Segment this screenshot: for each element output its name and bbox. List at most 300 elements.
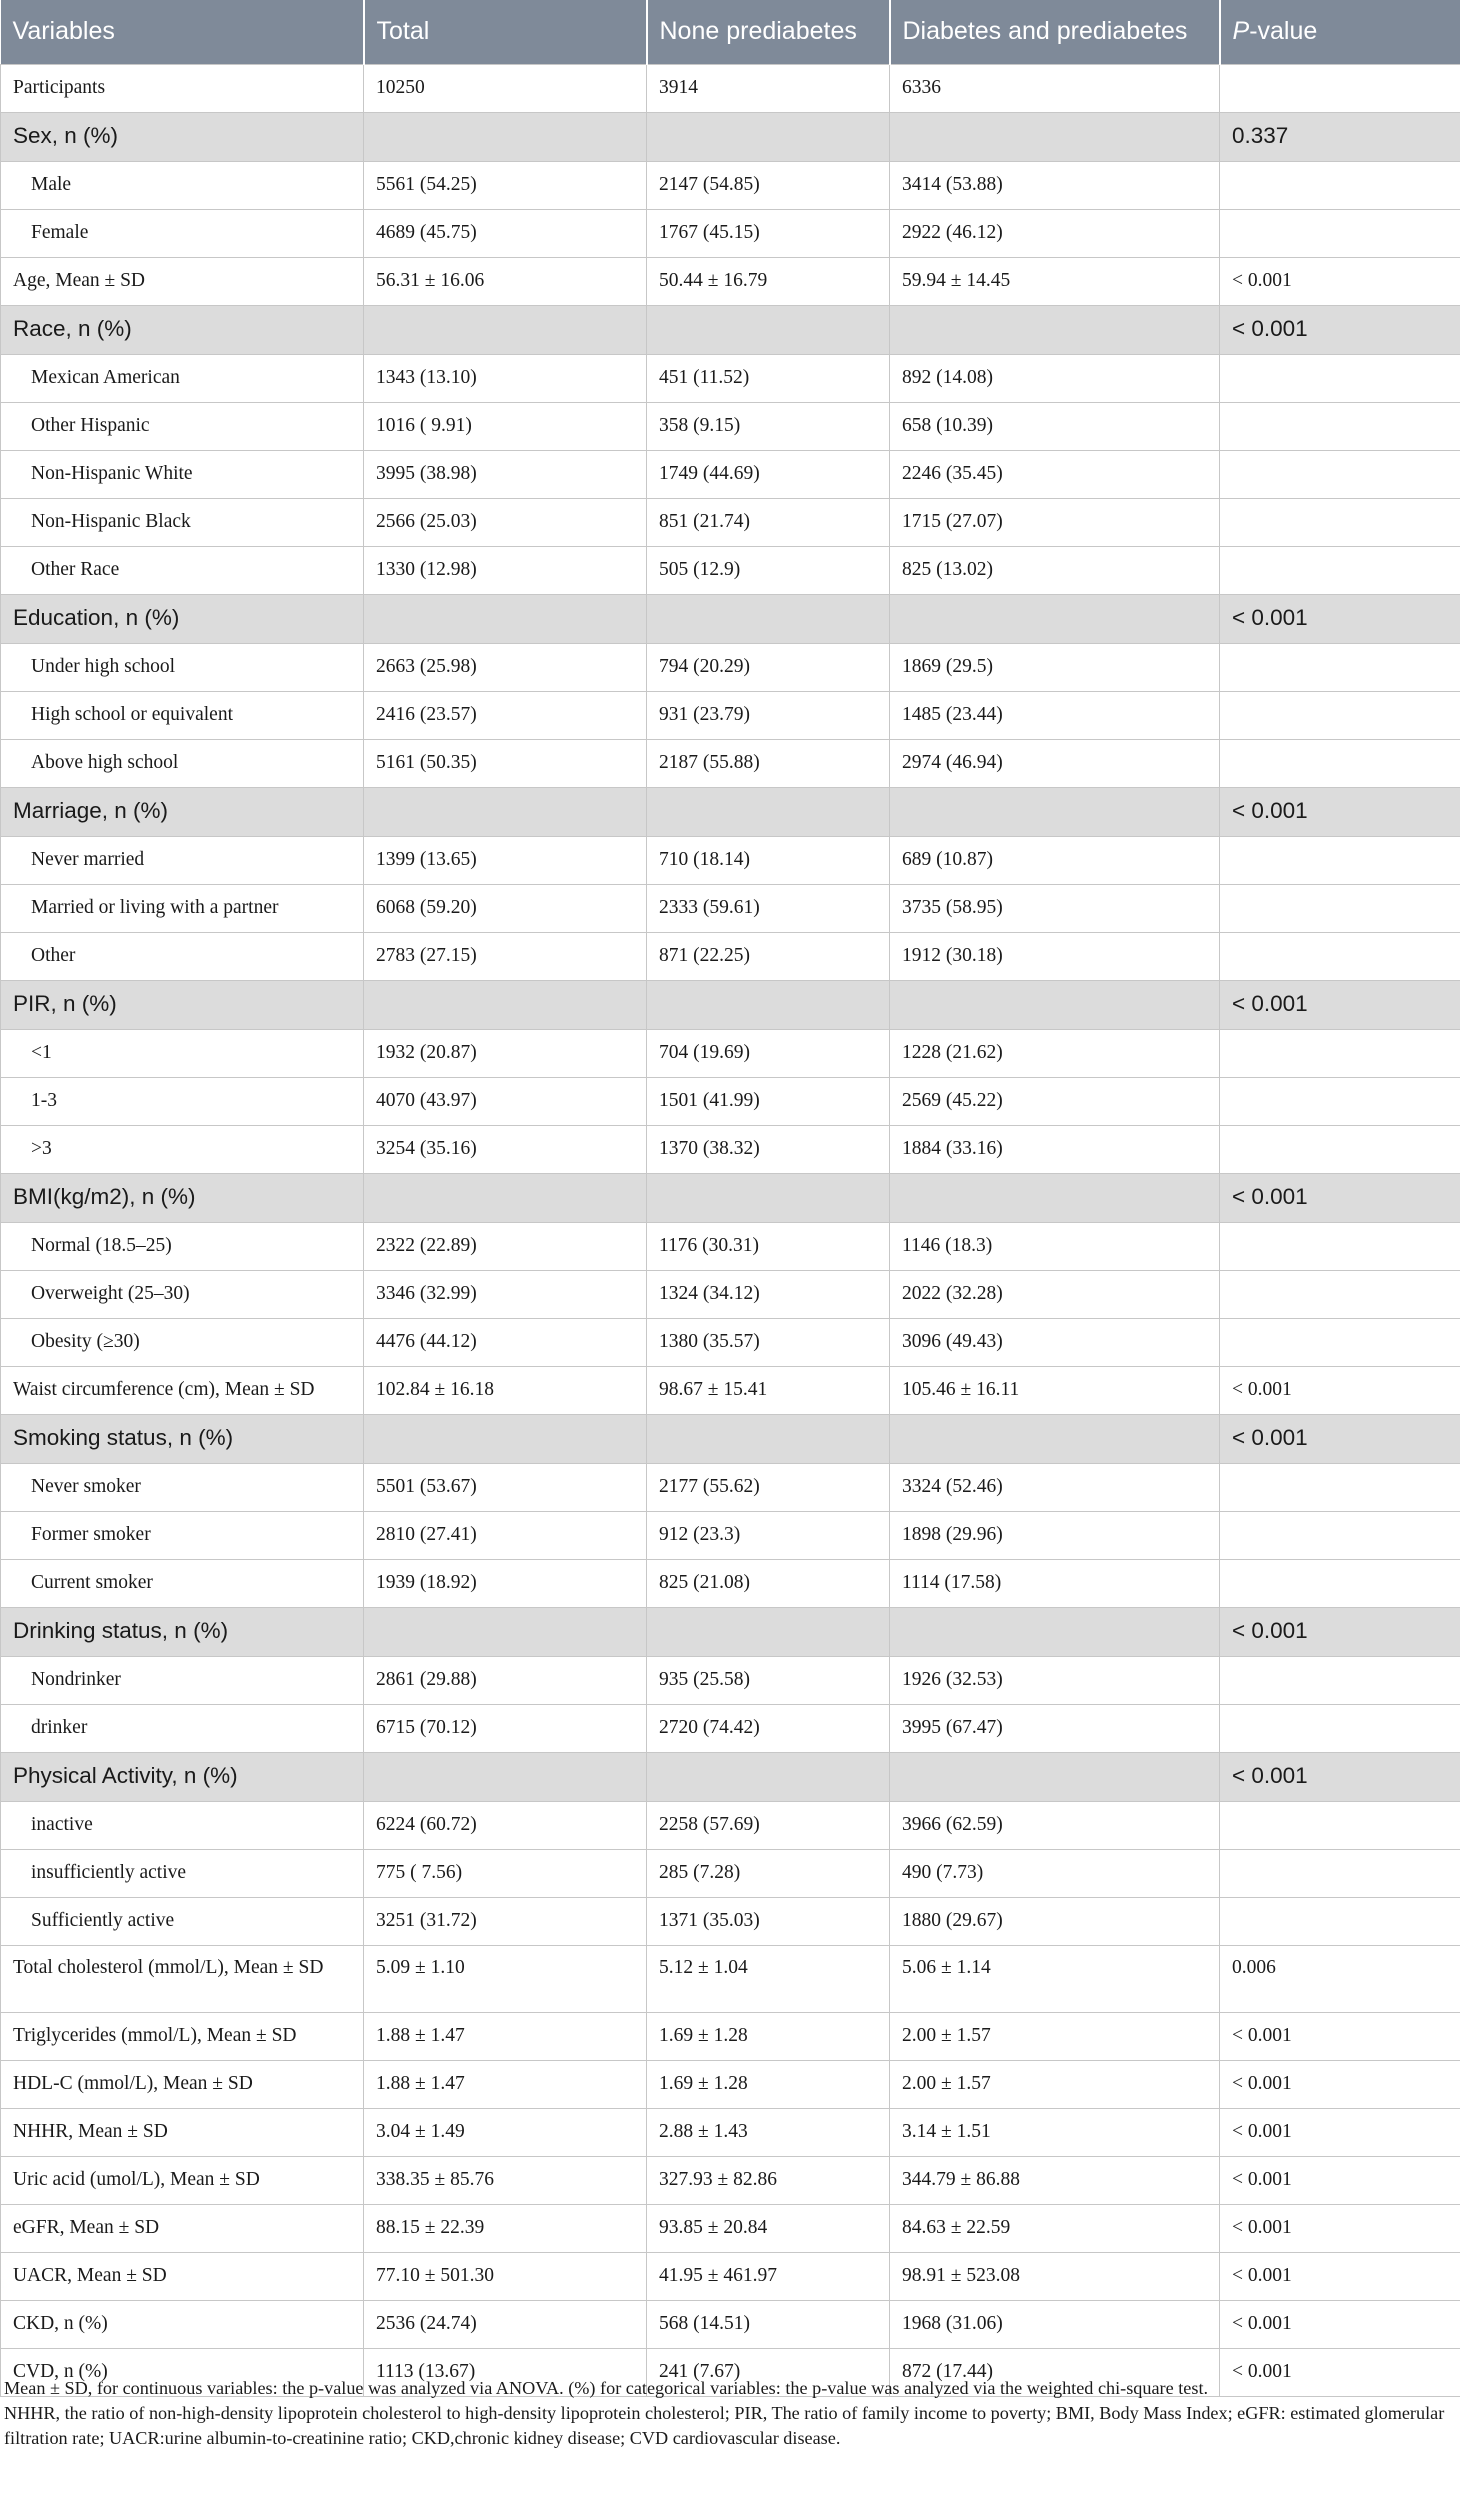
cell-variable: Under high school [1, 643, 364, 691]
cell-total: 3346 (32.99) [364, 1270, 647, 1318]
cell-p-value: < 0.001 [1220, 2348, 1460, 2396]
cell-variable: UACR, Mean ± SD [1, 2252, 364, 2300]
cell-p-value: < 0.001 [1220, 257, 1460, 305]
table-header [1, 0, 1460, 64]
cell-none-prediabetes [647, 980, 890, 1029]
cell-none-prediabetes: 2177 (55.62) [647, 1463, 890, 1511]
header-p-italic: P [1232, 17, 1250, 46]
cell-p-value [1220, 739, 1460, 787]
table-row [1, 1559, 1460, 1607]
cell-total [364, 112, 647, 161]
cell-none-prediabetes: 1370 (38.32) [647, 1125, 890, 1173]
cell-none-prediabetes: 3914 [647, 64, 890, 112]
cell-variable: CVD, n (%) [1, 2348, 364, 2396]
table-row [1, 1656, 1460, 1704]
cell-variable: Marriage, n (%) [1, 787, 364, 836]
cell-total: 5501 (53.67) [364, 1463, 647, 1511]
cell-p-value [1220, 1801, 1460, 1849]
cell-variable: Mexican American [1, 354, 364, 402]
cell-variable: Participants [1, 64, 364, 112]
cell-variable: Triglycerides (mmol/L), Mean ± SD [1, 2012, 364, 2060]
cell-total [364, 787, 647, 836]
cell-none-prediabetes: 1749 (44.69) [647, 450, 890, 498]
cell-variable: Non-Hispanic Black [1, 498, 364, 546]
cell-total: 2416 (23.57) [364, 691, 647, 739]
cell-variable: CKD, n (%) [1, 2300, 364, 2348]
cell-none-prediabetes: 1176 (30.31) [647, 1222, 890, 1270]
cell-total: 2536 (24.74) [364, 2300, 647, 2348]
cell-p-value: 0.006 [1220, 1945, 1460, 2012]
table-row [1, 2204, 1460, 2252]
cell-none-prediabetes: 704 (19.69) [647, 1029, 890, 1077]
cell-none-prediabetes: 2333 (59.61) [647, 884, 890, 932]
cell-none-prediabetes [647, 1173, 890, 1222]
cell-diabetes-prediabetes: 2569 (45.22) [890, 1077, 1220, 1125]
cell-p-value [1220, 836, 1460, 884]
cell-none-prediabetes: 2720 (74.42) [647, 1704, 890, 1752]
cell-total: 2810 (27.41) [364, 1511, 647, 1559]
cell-none-prediabetes [647, 1414, 890, 1463]
cell-none-prediabetes: 93.85 ± 20.84 [647, 2204, 890, 2252]
cell-total: 4070 (43.97) [364, 1077, 647, 1125]
cell-variable: Current smoker [1, 1559, 364, 1607]
cell-total: 1113 (13.67) [364, 2348, 647, 2396]
cell-none-prediabetes: 50.44 ± 16.79 [647, 257, 890, 305]
cell-variable: Non-Hispanic White [1, 450, 364, 498]
cell-none-prediabetes: 2258 (57.69) [647, 1801, 890, 1849]
cell-diabetes-prediabetes: 2022 (32.28) [890, 1270, 1220, 1318]
cell-p-value: < 0.001 [1220, 305, 1460, 354]
cell-total: 2566 (25.03) [364, 498, 647, 546]
cell-diabetes-prediabetes: 84.63 ± 22.59 [890, 2204, 1220, 2252]
cell-total: 3254 (35.16) [364, 1125, 647, 1173]
cell-diabetes-prediabetes: 2922 (46.12) [890, 209, 1220, 257]
cell-total: 2783 (27.15) [364, 932, 647, 980]
cell-none-prediabetes: 912 (23.3) [647, 1511, 890, 1559]
cell-variable: >3 [1, 1125, 364, 1173]
cell-diabetes-prediabetes: 1898 (29.96) [890, 1511, 1220, 1559]
cell-variable: Other Hispanic [1, 402, 364, 450]
cell-diabetes-prediabetes: 105.46 ± 16.11 [890, 1366, 1220, 1414]
cell-none-prediabetes [647, 1752, 890, 1801]
cell-diabetes-prediabetes: 98.91 ± 523.08 [890, 2252, 1220, 2300]
cell-total [364, 1607, 647, 1656]
cell-none-prediabetes: 1324 (34.12) [647, 1270, 890, 1318]
table-row [1, 64, 1460, 112]
cell-variable: Race, n (%) [1, 305, 364, 354]
cell-none-prediabetes: 1380 (35.57) [647, 1318, 890, 1366]
cell-p-value [1220, 1029, 1460, 1077]
cell-p-value [1220, 402, 1460, 450]
cell-total: 3251 (31.72) [364, 1897, 647, 1945]
cell-diabetes-prediabetes: 5.06 ± 1.14 [890, 1945, 1220, 2012]
cell-diabetes-prediabetes: 344.79 ± 86.88 [890, 2156, 1220, 2204]
table-row [1, 450, 1460, 498]
header-total: Total [364, 0, 647, 64]
cell-none-prediabetes: 1767 (45.15) [647, 209, 890, 257]
cell-p-value [1220, 1511, 1460, 1559]
cell-variable: Drinking status, n (%) [1, 1607, 364, 1656]
table-row [1, 2012, 1460, 2060]
cell-diabetes-prediabetes: 3995 (67.47) [890, 1704, 1220, 1752]
cell-total: 77.10 ± 501.30 [364, 2252, 647, 2300]
table-row [1, 836, 1460, 884]
cell-p-value [1220, 643, 1460, 691]
cell-diabetes-prediabetes [890, 112, 1220, 161]
cell-variable: Former smoker [1, 1511, 364, 1559]
cell-diabetes-prediabetes [890, 787, 1220, 836]
cell-none-prediabetes: 5.12 ± 1.04 [647, 1945, 890, 2012]
cell-total: 1016 ( 9.91) [364, 402, 647, 450]
table-row [1, 1270, 1460, 1318]
cell-none-prediabetes [647, 305, 890, 354]
table-row [1, 1897, 1460, 1945]
cell-variable: Married or living with a partner [1, 884, 364, 932]
cell-variable: Other Race [1, 546, 364, 594]
cell-diabetes-prediabetes: 689 (10.87) [890, 836, 1220, 884]
cell-diabetes-prediabetes: 490 (7.73) [890, 1849, 1220, 1897]
cell-variable: PIR, n (%) [1, 980, 364, 1029]
cell-total: 6068 (59.20) [364, 884, 647, 932]
cell-variable: Never smoker [1, 1463, 364, 1511]
cell-p-value [1220, 1849, 1460, 1897]
cell-diabetes-prediabetes: 1715 (27.07) [890, 498, 1220, 546]
table-row [1, 1945, 1460, 2012]
table-row [1, 2060, 1460, 2108]
cell-diabetes-prediabetes: 6336 [890, 64, 1220, 112]
cell-none-prediabetes: 241 (7.67) [647, 2348, 890, 2396]
cell-diabetes-prediabetes [890, 305, 1220, 354]
cell-p-value [1220, 354, 1460, 402]
header-none-prediabetes: None prediabetes [647, 0, 890, 64]
cell-p-value [1220, 1077, 1460, 1125]
cell-diabetes-prediabetes: 2974 (46.94) [890, 739, 1220, 787]
cell-diabetes-prediabetes [890, 594, 1220, 643]
cell-p-value [1220, 161, 1460, 209]
table-row [1, 1801, 1460, 1849]
cell-total: 5.09 ± 1.10 [364, 1945, 647, 2012]
cell-diabetes-prediabetes: 2.00 ± 1.57 [890, 2012, 1220, 2060]
table-row [1, 1077, 1460, 1125]
cell-total: 3.04 ± 1.49 [364, 2108, 647, 2156]
cell-p-value: < 0.001 [1220, 2060, 1460, 2108]
cell-diabetes-prediabetes [890, 1173, 1220, 1222]
cell-none-prediabetes: 1.69 ± 1.28 [647, 2012, 890, 2060]
table-row [1, 1463, 1460, 1511]
table-row [1, 2252, 1460, 2300]
cell-variable: Waist circumference (cm), Mean ± SD [1, 1366, 364, 1414]
cell-total: 6715 (70.12) [364, 1704, 647, 1752]
cell-variable: insufficiently active [1, 1849, 364, 1897]
cell-total [364, 1173, 647, 1222]
cell-variable: NHHR, Mean ± SD [1, 2108, 364, 2156]
cell-diabetes-prediabetes: 2.00 ± 1.57 [890, 2060, 1220, 2108]
cell-variable: HDL-C (mmol/L), Mean ± SD [1, 2060, 364, 2108]
cell-diabetes-prediabetes: 1968 (31.06) [890, 2300, 1220, 2348]
cell-none-prediabetes: 568 (14.51) [647, 2300, 890, 2348]
cell-none-prediabetes: 505 (12.9) [647, 546, 890, 594]
cell-total: 4476 (44.12) [364, 1318, 647, 1366]
cell-none-prediabetes: 1371 (35.03) [647, 1897, 890, 1945]
cell-p-value [1220, 450, 1460, 498]
cell-total: 102.84 ± 16.18 [364, 1366, 647, 1414]
cell-none-prediabetes: 2147 (54.85) [647, 161, 890, 209]
table-row [1, 739, 1460, 787]
cell-p-value: < 0.001 [1220, 1173, 1460, 1222]
cell-none-prediabetes: 285 (7.28) [647, 1849, 890, 1897]
section-row [1, 1414, 1460, 1463]
table-row [1, 884, 1460, 932]
cell-diabetes-prediabetes: 1869 (29.5) [890, 643, 1220, 691]
cell-none-prediabetes [647, 1607, 890, 1656]
cell-variable: Female [1, 209, 364, 257]
section-row [1, 1752, 1460, 1801]
cell-p-value: < 0.001 [1220, 2108, 1460, 2156]
cell-diabetes-prediabetes [890, 1752, 1220, 1801]
cell-variable: Uric acid (umol/L), Mean ± SD [1, 2156, 364, 2204]
section-row [1, 305, 1460, 354]
cell-p-value [1220, 209, 1460, 257]
table-row [1, 1366, 1460, 1414]
cell-total: 1343 (13.10) [364, 354, 647, 402]
cell-diabetes-prediabetes: 3735 (58.95) [890, 884, 1220, 932]
cell-variable: Obesity (≥30) [1, 1318, 364, 1366]
cell-variable: Never married [1, 836, 364, 884]
cell-p-value [1220, 1125, 1460, 1173]
cell-p-value [1220, 1656, 1460, 1704]
cell-diabetes-prediabetes: 1926 (32.53) [890, 1656, 1220, 1704]
cell-variable: Male [1, 161, 364, 209]
cell-none-prediabetes [647, 594, 890, 643]
cell-diabetes-prediabetes: 2246 (35.45) [890, 450, 1220, 498]
cell-p-value [1220, 1222, 1460, 1270]
cell-variable: Age, Mean ± SD [1, 257, 364, 305]
cell-p-value [1220, 1559, 1460, 1607]
cell-p-value: < 0.001 [1220, 2204, 1460, 2252]
cell-p-value [1220, 546, 1460, 594]
cell-variable: Education, n (%) [1, 594, 364, 643]
section-row [1, 112, 1460, 161]
cell-diabetes-prediabetes [890, 1607, 1220, 1656]
cell-diabetes-prediabetes: 1228 (21.62) [890, 1029, 1220, 1077]
cell-p-value: < 0.001 [1220, 1414, 1460, 1463]
table-row [1, 354, 1460, 402]
table-row [1, 498, 1460, 546]
cell-diabetes-prediabetes: 3324 (52.46) [890, 1463, 1220, 1511]
cell-p-value [1220, 1704, 1460, 1752]
footnote-abbreviations-2: NHHR, the ratio of non-high-density lipoprotein cholesterol to high-density lipoprotein cholesterol; PIR, The ratio of family income to poverty; BMI, Body Mass Index; eGFR: estimated glomerular filtration rate; UACR:urine albumin-to-creatinine ratio; CKD,chronic kidney disease; CVD cardiovascular disease. [4, 2403, 1445, 2448]
cell-none-prediabetes: 358 (9.15) [647, 402, 890, 450]
cell-total [364, 980, 647, 1029]
cell-variable: eGFR, Mean ± SD [1, 2204, 364, 2252]
cell-none-prediabetes: 935 (25.58) [647, 1656, 890, 1704]
cell-total: 5161 (50.35) [364, 739, 647, 787]
cell-p-value [1220, 1318, 1460, 1366]
cell-diabetes-prediabetes: 1912 (30.18) [890, 932, 1220, 980]
cell-diabetes-prediabetes: 59.94 ± 14.45 [890, 257, 1220, 305]
cell-p-value: < 0.001 [1220, 2252, 1460, 2300]
cell-variable: BMI(kg/m2), n (%) [1, 1173, 364, 1222]
table-row [1, 257, 1460, 305]
cell-p-value: < 0.001 [1220, 980, 1460, 1029]
cell-diabetes-prediabetes: 892 (14.08) [890, 354, 1220, 402]
cell-diabetes-prediabetes [890, 980, 1220, 1029]
cell-diabetes-prediabetes [890, 1414, 1220, 1463]
cell-diabetes-prediabetes: 1880 (29.67) [890, 1897, 1220, 1945]
header-p-rest: -value [1249, 17, 1318, 46]
cell-variable: High school or equivalent [1, 691, 364, 739]
table-row [1, 1125, 1460, 1173]
cell-total: 338.35 ± 85.76 [364, 2156, 647, 2204]
cell-total: 1330 (12.98) [364, 546, 647, 594]
cell-total: 56.31 ± 16.06 [364, 257, 647, 305]
cell-total [364, 594, 647, 643]
table-row [1, 691, 1460, 739]
section-row [1, 980, 1460, 1029]
cell-p-value [1220, 64, 1460, 112]
cell-none-prediabetes: 710 (18.14) [647, 836, 890, 884]
section-row [1, 594, 1460, 643]
cell-p-value: < 0.001 [1220, 594, 1460, 643]
cell-none-prediabetes: 41.95 ± 461.97 [647, 2252, 890, 2300]
cell-total: 88.15 ± 22.39 [364, 2204, 647, 2252]
cell-none-prediabetes: 2187 (55.88) [647, 739, 890, 787]
table-row [1, 2156, 1460, 2204]
cell-diabetes-prediabetes: 3096 (49.43) [890, 1318, 1220, 1366]
cell-total: 1.88 ± 1.47 [364, 2060, 647, 2108]
cell-none-prediabetes: 98.67 ± 15.41 [647, 1366, 890, 1414]
cell-p-value: < 0.001 [1220, 2300, 1460, 2348]
table-row [1, 932, 1460, 980]
table-row [1, 1029, 1460, 1077]
table-body [1, 64, 1460, 2396]
section-row [1, 787, 1460, 836]
cell-none-prediabetes: 451 (11.52) [647, 354, 890, 402]
table-row [1, 1704, 1460, 1752]
cell-total: 2861 (29.88) [364, 1656, 647, 1704]
table-row [1, 402, 1460, 450]
cell-variable: Above high school [1, 739, 364, 787]
cell-none-prediabetes [647, 112, 890, 161]
cell-diabetes-prediabetes: 3966 (62.59) [890, 1801, 1220, 1849]
cell-p-value [1220, 1897, 1460, 1945]
cell-p-value [1220, 932, 1460, 980]
table-row [1, 1222, 1460, 1270]
cell-variable: inactive [1, 1801, 364, 1849]
table-footnotes [0, 2376, 1454, 2451]
cell-p-value [1220, 1270, 1460, 1318]
header-row [1, 0, 1460, 64]
table-row [1, 1511, 1460, 1559]
cell-none-prediabetes: 1.69 ± 1.28 [647, 2060, 890, 2108]
cell-variable: Nondrinker [1, 1656, 364, 1704]
cell-variable: Overweight (25–30) [1, 1270, 364, 1318]
cell-none-prediabetes [647, 787, 890, 836]
cell-total [364, 305, 647, 354]
cell-p-value: < 0.001 [1220, 787, 1460, 836]
table-row [1, 2300, 1460, 2348]
cell-variable: <1 [1, 1029, 364, 1077]
section-row [1, 1173, 1460, 1222]
cell-total: 6224 (60.72) [364, 1801, 647, 1849]
table-row [1, 1318, 1460, 1366]
cell-none-prediabetes: 327.93 ± 82.86 [647, 2156, 890, 2204]
cell-diabetes-prediabetes: 3414 (53.88) [890, 161, 1220, 209]
cell-total: 2322 (22.89) [364, 1222, 647, 1270]
cell-variable: Normal (18.5–25) [1, 1222, 364, 1270]
cell-total: 5561 (54.25) [364, 161, 647, 209]
cell-total: 2663 (25.98) [364, 643, 647, 691]
cell-none-prediabetes: 825 (21.08) [647, 1559, 890, 1607]
cell-diabetes-prediabetes: 658 (10.39) [890, 402, 1220, 450]
cell-total: 1932 (20.87) [364, 1029, 647, 1077]
cell-variable: 1-3 [1, 1077, 364, 1125]
cell-p-value: < 0.001 [1220, 1366, 1460, 1414]
cell-total: 10250 [364, 64, 647, 112]
cell-diabetes-prediabetes: 825 (13.02) [890, 546, 1220, 594]
header-p-value [1220, 0, 1460, 64]
cell-total: 775 ( 7.56) [364, 1849, 647, 1897]
table-row [1, 161, 1460, 209]
cell-variable: Physical Activity, n (%) [1, 1752, 364, 1801]
cell-total: 1399 (13.65) [364, 836, 647, 884]
header-variables: Variables [1, 0, 364, 64]
table-row [1, 1849, 1460, 1897]
header-diabetes-prediabetes: Diabetes and prediabetes [890, 0, 1220, 64]
footnote-abbreviations-1: Mean ± SD, for continuous variables: the p-value was analyzed via ANOVA. (%) for categorical variables: the p-value was analyzed via the weighted chi-square test. [4, 2378, 1209, 2398]
cell-none-prediabetes: 1501 (41.99) [647, 1077, 890, 1125]
cell-total: 1.88 ± 1.47 [364, 2012, 647, 2060]
cell-diabetes-prediabetes: 1884 (33.16) [890, 1125, 1220, 1173]
cell-p-value [1220, 884, 1460, 932]
cell-total [364, 1752, 647, 1801]
cell-p-value [1220, 1463, 1460, 1511]
cell-variable: Total cholesterol (mmol/L), Mean ± SD [1, 1945, 364, 2012]
cell-diabetes-prediabetes: 1485 (23.44) [890, 691, 1220, 739]
table-row [1, 209, 1460, 257]
cell-none-prediabetes: 2.88 ± 1.43 [647, 2108, 890, 2156]
table-row [1, 643, 1460, 691]
cell-p-value: < 0.001 [1220, 1607, 1460, 1656]
cell-variable: Smoking status, n (%) [1, 1414, 364, 1463]
table-row [1, 2108, 1460, 2156]
cell-variable: Sufficiently active [1, 1897, 364, 1945]
cell-total: 3995 (38.98) [364, 450, 647, 498]
cell-p-value: 0.337 [1220, 112, 1460, 161]
table-row [1, 546, 1460, 594]
cell-diabetes-prediabetes: 872 (17.44) [890, 2348, 1220, 2396]
cell-p-value [1220, 691, 1460, 739]
cell-variable: drinker [1, 1704, 364, 1752]
cell-p-value [1220, 498, 1460, 546]
cell-none-prediabetes: 851 (21.74) [647, 498, 890, 546]
section-row [1, 1607, 1460, 1656]
cell-total: 1939 (18.92) [364, 1559, 647, 1607]
cell-none-prediabetes: 931 (23.79) [647, 691, 890, 739]
cell-diabetes-prediabetes: 1114 (17.58) [890, 1559, 1220, 1607]
cell-p-value: < 0.001 [1220, 1752, 1460, 1801]
cell-diabetes-prediabetes: 1146 (18.3) [890, 1222, 1220, 1270]
cell-p-value: < 0.001 [1220, 2156, 1460, 2204]
cell-variable: Other [1, 932, 364, 980]
cell-total [364, 1414, 647, 1463]
cell-none-prediabetes: 871 (22.25) [647, 932, 890, 980]
cell-total: 4689 (45.75) [364, 209, 647, 257]
cell-diabetes-prediabetes: 3.14 ± 1.51 [890, 2108, 1220, 2156]
cell-variable: Sex, n (%) [1, 112, 364, 161]
cell-p-value: < 0.001 [1220, 2012, 1460, 2060]
cell-none-prediabetes: 794 (20.29) [647, 643, 890, 691]
